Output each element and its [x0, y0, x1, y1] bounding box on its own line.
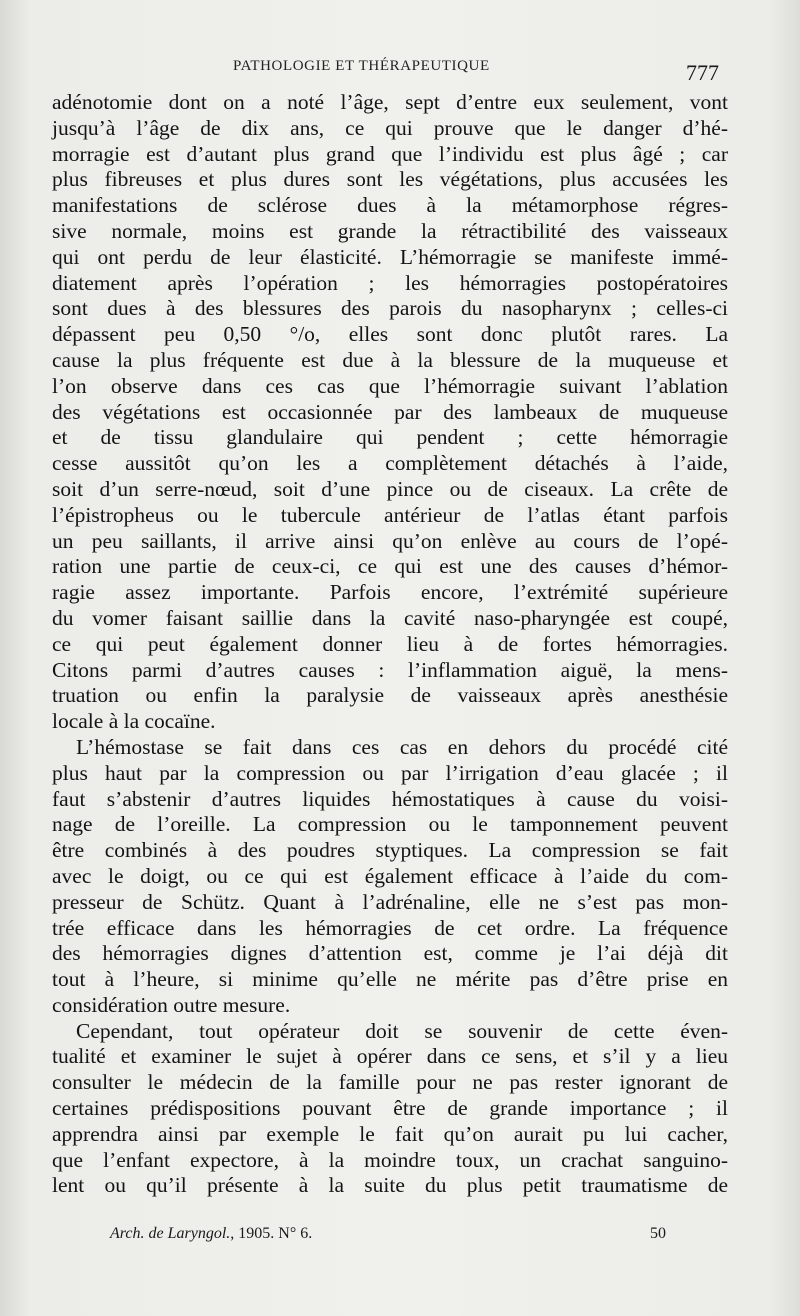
text-line: truation ou enfin la paralysie de vaisseaux après anesthésie [52, 683, 728, 708]
text-line: locale à la cocaïne. [52, 709, 216, 734]
text-line: l’épistropheus ou le tubercule antérieur de l’atlas étant parfois [52, 502, 728, 527]
text-line: cause la plus fréquente est due à la blessure de la muqueuse et [52, 347, 728, 372]
text-line: faut s’abstenir d’autres liquides hémostatiques à cause du voisi- [52, 786, 728, 811]
text-line: Cependant, tout opérateur doit se souvenir de cette éven- [76, 1018, 728, 1043]
text-line: manifestations de sclérose dues à la métamorphose régres- [52, 193, 728, 218]
text-line: un peu saillants, il arrive ainsi qu’on enlève au cours de l’opé- [52, 528, 728, 553]
text-line: des végétations est occasionnée par des lambeaux de muqueuse [52, 399, 728, 424]
signature-mark: 50 [650, 1225, 666, 1242]
text-line: soit d’un serre-nœud, soit d’une pince ou de ciseaux. La crête de [52, 476, 728, 501]
text-line: consulter le médecin de la famille pour ne pas rester ignorant de [52, 1070, 728, 1095]
text-line: diatement après l’opération ; les hémorragies postopératoires [52, 270, 728, 295]
body-text [52, 90, 728, 1199]
text-line: adénotomie dont on a noté l’âge, sept d’entre eux seulement, vont [52, 90, 728, 114]
text-line: ration une partie de ceux-ci, ce qui est une des causes d’hémor- [52, 554, 728, 579]
text-line: trée efficace dans les hémorragies de cet ordre. La fréquence [52, 915, 728, 940]
text-line: l’on observe dans ces cas que l’hémorragie suivant l’ablation [52, 373, 728, 398]
text-line: sont dues à des blessures des parois du nasopharynx ; celles-ci [52, 296, 728, 321]
text-line: dépassent peu 0,50 °/o, elles sont donc plutôt rares. La [52, 322, 728, 347]
text-line: qui ont perdu de leur élasticité. L’hémorragie se manifeste immé- [52, 244, 728, 269]
running-head: PATHOLOGIE ET THÉRAPEUTIQUE [233, 58, 490, 74]
text-line: que l’enfant expectore, à la moindre toux, un crachat sanguino- [52, 1147, 728, 1172]
journal-issue: , 1905. N° 6. [230, 1225, 313, 1242]
text-line: nage de l’oreille. La compression ou le tamponnement peuvent [52, 812, 728, 837]
text-line: être combinés à des poudres styptiques. La compression se fait [52, 838, 728, 863]
text-line: des hémorragies dignes d’attention est, comme je l’ai déjà dit [52, 941, 728, 966]
text-line: considération outre mesure. [52, 992, 291, 1017]
text-line: plus fibreuses et plus dures sont les végétations, plus accusées les [52, 167, 728, 192]
text-line: certaines prédispositions pouvant être de grande importance ; il [52, 1096, 728, 1121]
text-line: morragie est d’autant plus grand que l’individu est plus âgé ; car [52, 141, 728, 166]
text-line: presseur de Schütz. Quant à l’adrénaline, elle ne s’est pas mon- [52, 889, 728, 914]
text-line: tout à l’heure, si minime qu’elle ne mérite pas d’être prise en [52, 967, 728, 992]
journal-reference [110, 1225, 312, 1243]
text-line: plus haut par la compression ou par l’irrigation d’eau glacée ; il [52, 760, 728, 785]
text-line: cesse aussitôt qu’on les a complètement détachés à l’aide, [52, 451, 728, 476]
text-line: ragie assez importante. Parfois encore, l’extrémité supérieure [52, 580, 728, 605]
text-line: jusqu’à l’âge de dix ans, ce qui prouve que le danger d’hé- [52, 115, 728, 140]
text-line: lent ou qu’il présente à la suite du plus petit traumatisme de [52, 1173, 728, 1198]
text-line: tualité et examiner le sujet à opérer dans ce sens, et s’il y a lieu [52, 1044, 728, 1069]
text-line: du vomer faisant saillie dans la cavité naso-pharyngée est coupé, [52, 605, 728, 630]
text-line: ce qui peut également donner lieu à de fortes hémorragies. [52, 631, 728, 656]
text-line: apprendra ainsi par exemple le fait qu’on aurait pu lui cacher, [52, 1121, 728, 1146]
text-line: Citons parmi d’autres causes : l’inflammation aiguë, la mens- [52, 657, 728, 682]
text-line: sive normale, moins est grande la rétractibilité des vaisseaux [52, 218, 728, 243]
journal-title: Arch. de Laryngol. [110, 1225, 231, 1242]
text-line: et de tissu glandulaire qui pendent ; cette hémorragie [52, 425, 728, 450]
text-line: avec le doigt, ou ce qui est également efficace à l’aide du com- [52, 863, 728, 888]
page-number: 777 [686, 60, 719, 85]
text-line: L’hémostase se fait dans ces cas en dehors du procédé cité [76, 734, 728, 759]
